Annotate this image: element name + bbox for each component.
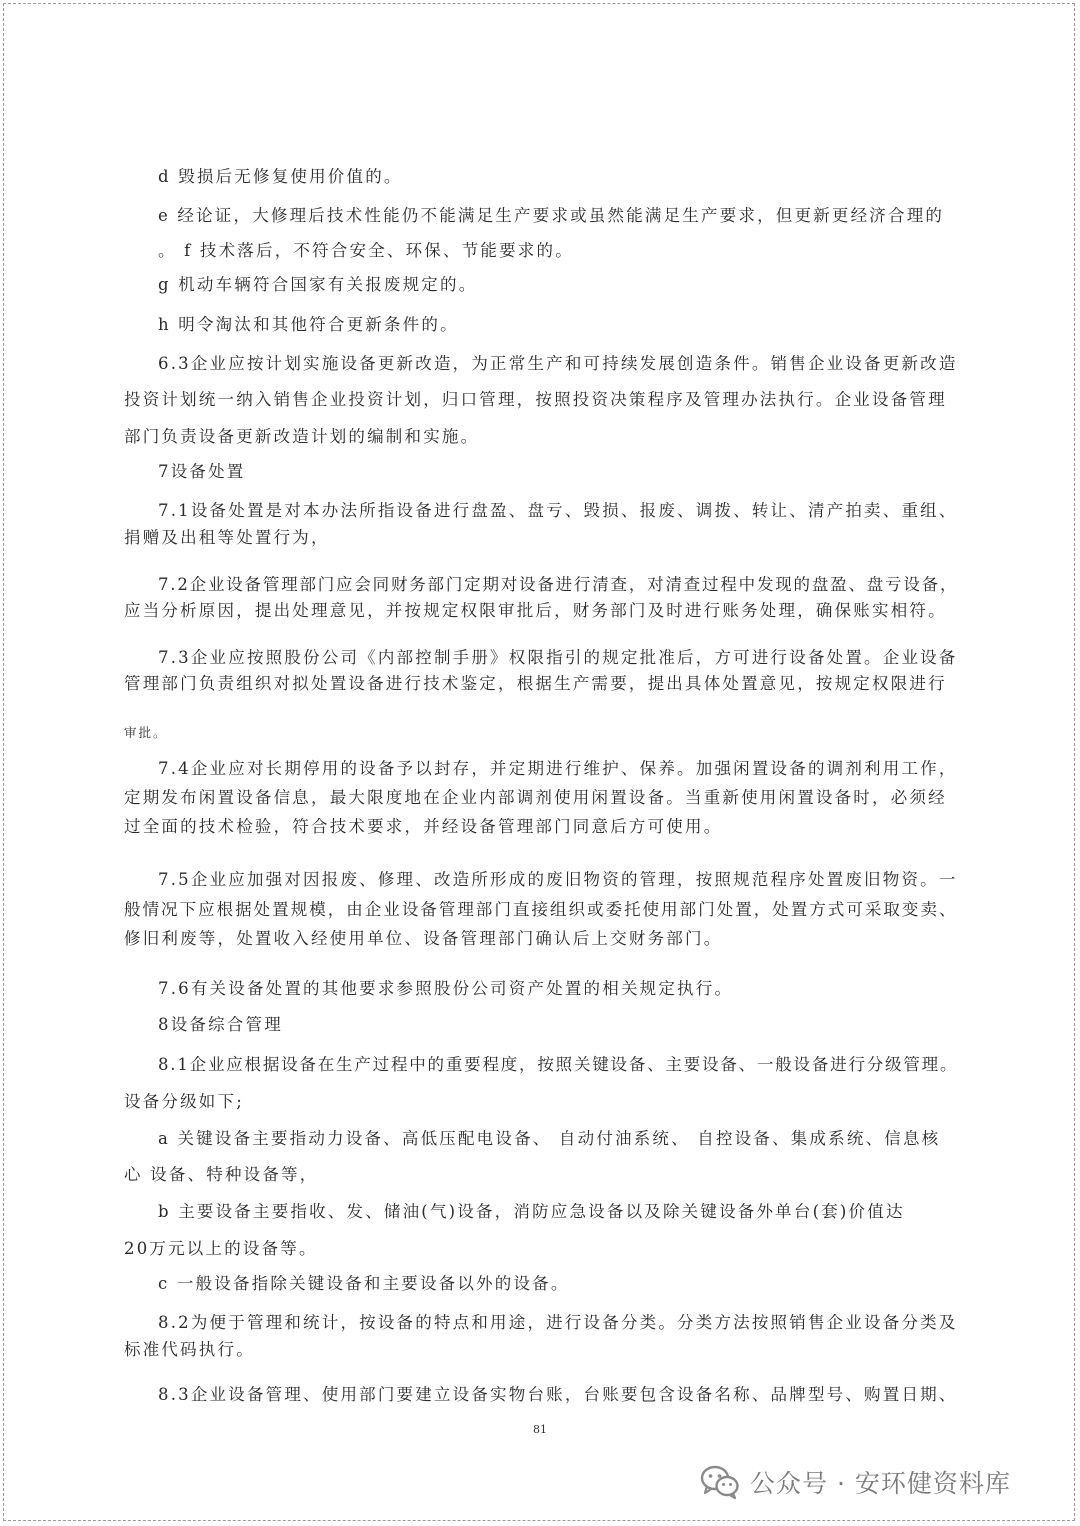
- text-line: 7.4企业应对长期停用的设备予以封存，并定期进行维护、保养。加强闲置设备的调剂利用工作，: [158, 759, 958, 778]
- text-line: 标准代码执行。: [124, 1340, 255, 1359]
- text-line: g 机动车辆符合国家有关报废规定的。: [158, 275, 478, 294]
- text-line: 7.5企业应加强对因报废、修理、改造所形成的废旧物资的管理，按照规范程序处置废旧物资。一: [158, 870, 958, 889]
- text-line: 投资计划统一纳入销售企业投资计划，归口管理，按照投资决策程序及管理办法执行。企业设备管理: [124, 390, 947, 409]
- text-line: 审批。: [124, 725, 168, 740]
- text-line: 6.3企业应按计划实施设备更新改造，为正常生产和可持续发展创造条件。销售企业设备更新改造: [158, 354, 958, 373]
- text-line: 过全面的技术检验，符合技术要求，并经设备管理部门同意后方可使用。: [124, 817, 723, 836]
- text-line: 7.6有关设备处置的其他要求参照股份公司资产处置的相关规定执行。: [158, 979, 734, 998]
- text-line: d 毁损后无修复使用价值的。: [158, 167, 403, 186]
- text-line: 8.1企业应根据设备在生产过程中的重要程度，按照关键设备、主要设备、一般设备进行分级管理。: [158, 1055, 959, 1074]
- text-line: 捐赠及出租等处置行为，: [124, 528, 330, 547]
- text-line: 设备分级如下;: [124, 1092, 244, 1111]
- text-line: c 一般设备指除关键设备和主要设备以外的设备。: [158, 1274, 570, 1293]
- watermark-text: 公众号 · 安环健资料库: [750, 1469, 1011, 1498]
- text-line: a 关键设备主要指动力设备、高低压配电设备、 自动付油系统、 自控设备、集成系统、信息核: [158, 1129, 941, 1148]
- text-line: 8.2为便于管理和统计，按设备的特点和用途，进行设备分类。分类方法按照销售企业设备分类及: [158, 1313, 958, 1332]
- section-heading: 8设备综合管理: [158, 1015, 283, 1034]
- text-line: e 经论证，大修理后技术性能仍不能满足生产要求或虽然能满足生产要求，但更新更经济合理的: [158, 206, 945, 225]
- text-line: 应当分析原因，提出处理意见，并按规定权限审批后，财务部门及时进行账务处理，确保账实相符。: [124, 601, 947, 620]
- text-line: 修旧利废等，处置收入经使用单位、设备管理部门确认后上交财务部门。: [124, 929, 723, 948]
- text-line: 部门负责设备更新改造计划的编制和实施。: [124, 427, 480, 446]
- text-line: 7.2企业设备管理部门应会同财务部门定期对设备进行清查，对清查过程中发现的盘盈、盘亏设备，: [158, 575, 959, 594]
- text-line: 般情况下应根据处置规模，由企业设备管理部门直接组织或委托使用部门处置，处置方式可采取变卖、: [124, 900, 958, 919]
- text-line: 8.3企业设备管理、使用部门要建立设备实物台账，台账要包含设备名称、品牌型号、购置日期、: [158, 1385, 958, 1404]
- wechat-icon: [700, 1464, 740, 1500]
- text-line: h 明令淘汰和其他符合更新条件的。: [158, 315, 459, 334]
- text-line: 7.3企业应按照股份公司《内部控制手册》权限指引的规定批准后，方可进行设备处置。企业设备: [158, 648, 958, 667]
- text-line: 7.1设备处置是对本办法所指设备进行盘盈、盘亏、毁损、报废、调拨、转让、清产拍卖、重组、: [158, 501, 958, 520]
- text-line: b 主要设备主要指收、发、储油(气)设备，消防应急设备以及除关键设备外单台(套)价值达: [158, 1202, 905, 1221]
- section-heading: 7设备处置: [158, 462, 246, 481]
- text-line: 心 设备、特种设备等，: [124, 1165, 319, 1184]
- text-line: 管理部门负责组织对拟处置设备进行技术鉴定，根据生产需要，提出具体处置意见，按规定权限进行: [124, 674, 947, 693]
- text-line: 。 f 技术落后，不符合安全、环保、节能要求的。: [158, 241, 574, 260]
- page-number: 81: [533, 1423, 547, 1436]
- text-line: 定期发布闲置设备信息，最大限度地在企业内部调剂使用闲置设备。当重新使用闲置设备时，必须经: [124, 788, 947, 807]
- watermark: [700, 1462, 1011, 1502]
- text-line: 20万元以上的设备等。: [124, 1239, 318, 1258]
